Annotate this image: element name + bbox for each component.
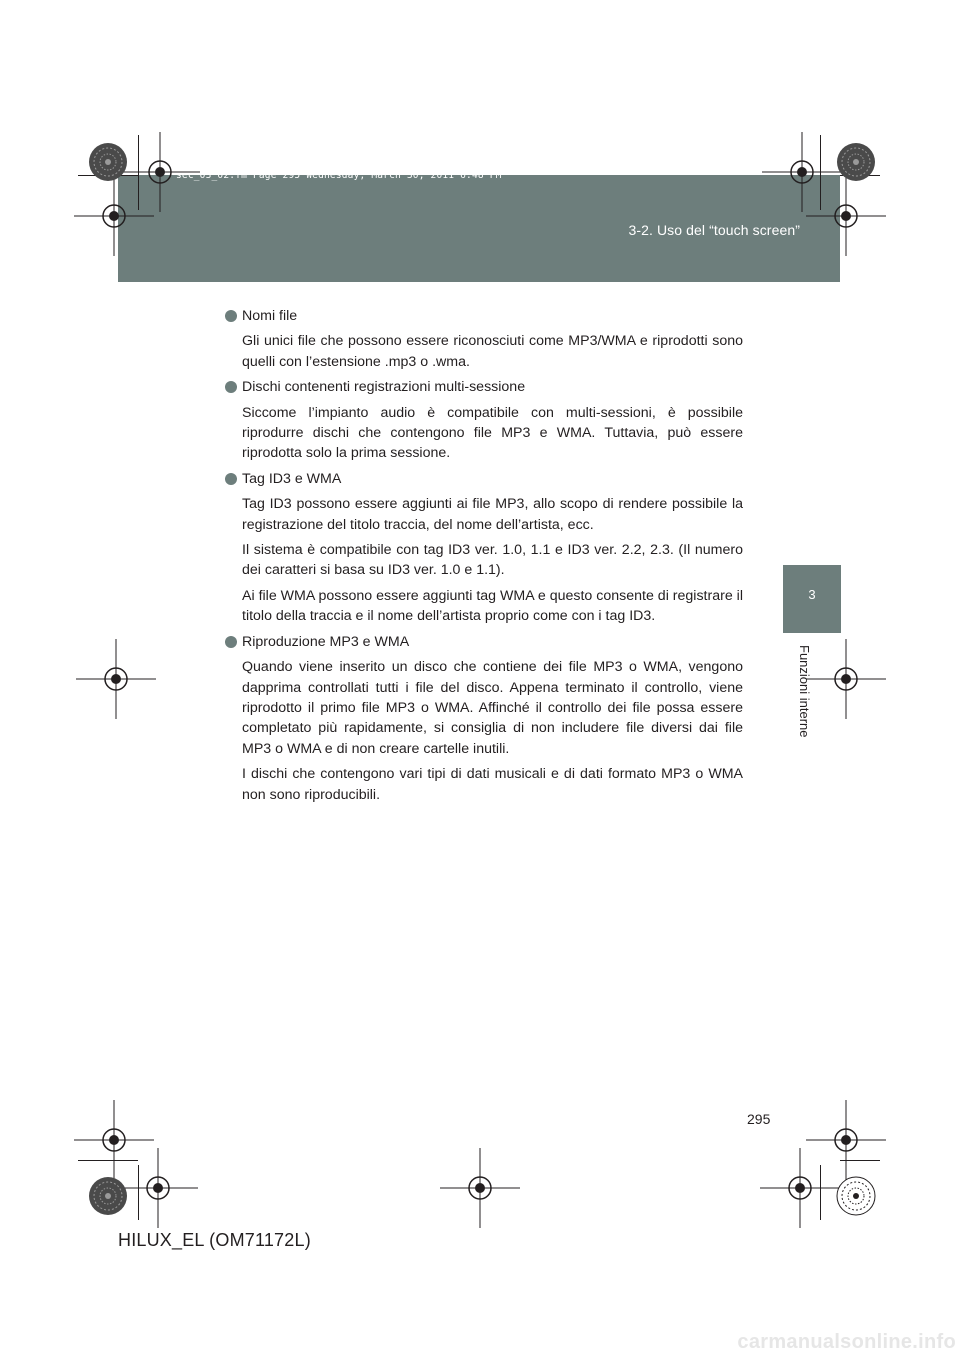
registration-target-icon	[76, 639, 156, 719]
bullet-icon	[225, 636, 237, 648]
registration-target-icon	[118, 1148, 198, 1228]
chapter-number: 3	[808, 587, 816, 602]
registration-target-icon	[806, 176, 886, 256]
section-heading-text: Nomi file	[242, 308, 298, 324]
registration-target-icon	[806, 639, 886, 719]
starburst-target-icon	[836, 142, 876, 182]
paragraph: Quando viene inserito un disco che contiene dei file MP3 o WMA, vengono dapprima controllati tutti i file del disco. Appena terminato il controllo, viene riprodotto il primo file MP3 o WMA. Affinché il controllo dei file possa essere completato più rapidamente, si consiglia di non includere file diversi dai file MP3 o WMA e di non creare cartelle inutili.	[242, 659, 743, 757]
section-id3-tags	[225, 469, 743, 627]
section-title: 3-2. Uso del “touch screen”	[628, 222, 800, 238]
section-heading-text: Riproduzione MP3 e WMA	[242, 633, 410, 650]
bullet-icon	[225, 473, 237, 485]
paragraph: Siccome l’impianto audio è compatibile con multi-sessioni, è possibile riprodurre dischi che contengono file MP3 e WMA. Tuttavia, può essere riprodotta solo la prima sessione.	[242, 404, 743, 462]
paragraph: Gli unici file che possono essere riconosciuti come MP3/WMA e riprodotti sono quelli con l’estensione .mp3 o .wma.	[242, 333, 743, 370]
registration-target-icon	[440, 1148, 520, 1228]
registration-target-icon	[120, 132, 200, 212]
paragraph: Tag ID3 possono essere aggiunti ai file MP3, allo scopo di rendere possibile la registrazione del titolo traccia, del nome dell’artista, ecc.	[242, 496, 743, 533]
page-content	[225, 306, 743, 810]
watermark: carmanualsonline.info	[737, 1331, 956, 1353]
starburst-target-icon	[836, 1176, 876, 1216]
starburst-target-icon	[88, 1176, 128, 1216]
section-heading	[225, 632, 743, 652]
section-file-names	[225, 306, 743, 372]
section-playback	[225, 632, 743, 805]
paragraph: Il sistema è compatibile con tag ID3 ver. 1.0, 1.1 e ID3 ver. 2.2, 2.3. (Il numero dei caratteri si basa su ID3 ver. 1.0 e 1.1).	[242, 542, 743, 579]
page-number: 295	[747, 1111, 771, 1127]
paragraph: I dischi che contengono vari tipi di dati musicali e di dati formato MP3 o WMA non sono riproducibili.	[242, 766, 743, 803]
print-stamp: sec_03_02.fm Page 295 Wednesday, March 30, 2011 6:48 PM	[176, 170, 502, 181]
section-heading	[225, 469, 743, 489]
section-multisession	[225, 377, 743, 464]
bullet-icon	[225, 310, 237, 322]
chapter-tab	[783, 565, 841, 633]
section-heading-text: Tag ID3 e WMA	[242, 470, 342, 487]
paragraph: Ai file WMA possono essere aggiunti tag WMA e questo consente di registrare il titolo della traccia e il nome dell’artista proprio come con i tag ID3.	[242, 587, 743, 625]
section-heading	[225, 306, 743, 326]
bullet-icon	[225, 381, 237, 393]
section-heading-text: Dischi contenenti registrazioni multi-sessione	[242, 379, 526, 396]
section-heading	[225, 377, 743, 397]
model-code: HILUX_EL (OM71172L)	[118, 1230, 311, 1250]
registration-target-icon	[760, 1148, 840, 1228]
starburst-target-icon	[88, 142, 128, 182]
chapter-label: Funzioni interne	[797, 645, 812, 738]
